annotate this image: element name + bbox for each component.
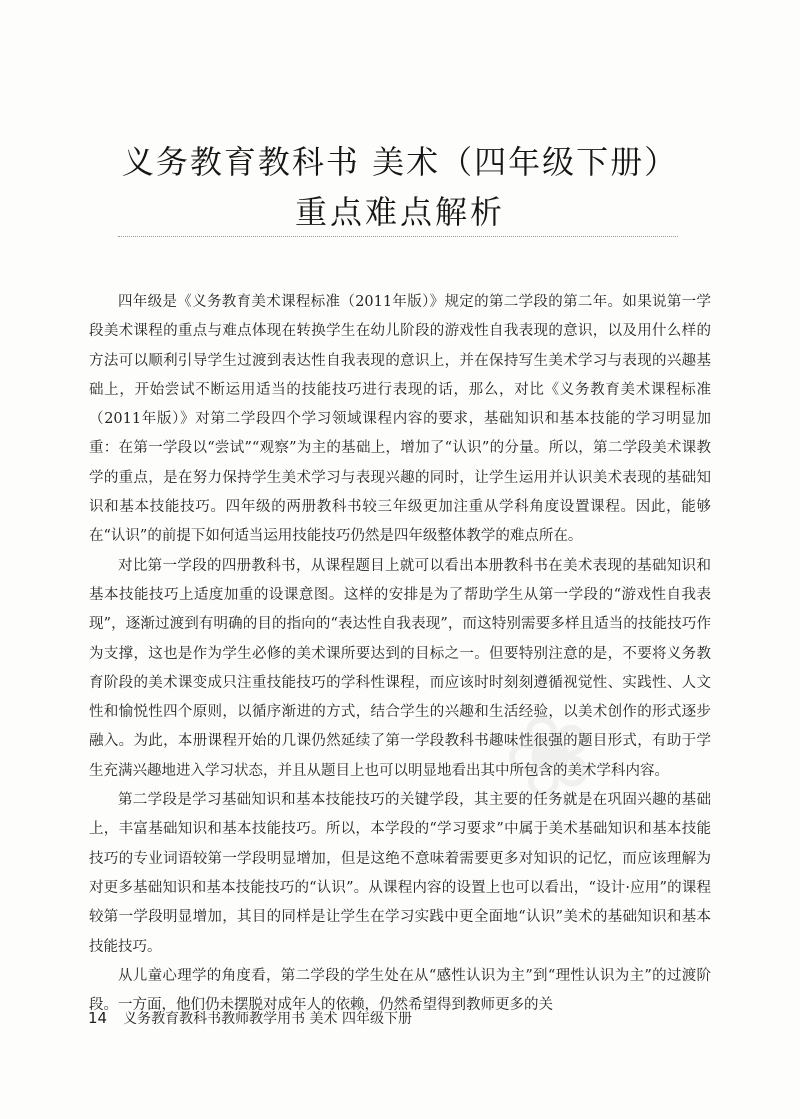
chapter-title xyxy=(60,140,740,234)
title-line-2: 重点难点解析 xyxy=(294,193,505,231)
paragraph: 第二学段是学习基础知识和基本技能技巧的关键学段，其主要的任务就是在巩固兴趣的基础上，丰富基础知识和基本技能技巧。所以，本学段的“学习要求”中属于美术基础知识和基本技能技巧的专业词语较第一学段明显增加，但是这绝不意味着需要更多对知识的记忆，而应该理解为对更多基础知识和基本技能技巧的“认识”。从课程内容的设置上也可以看出，“设计·应用”的课程较第一学段明显增加，其目的同样是让学生在学习实践中更全面地“认识”美术的基础知识和基本技能技巧。 xyxy=(89,792,711,955)
title-line-1: 义务教育教科书 美术（四年级下册） xyxy=(121,143,679,181)
watermark-logo: ❀ xyxy=(484,679,616,831)
paragraph: 从儿童心理学的角度看，第二学段的学生处在从“感性认识为主”到“理性认识为主”的过渡阶段。一方面，他们仍未摆脱对成年人的依赖，仍然希望得到教师更多的关 xyxy=(89,967,711,1014)
body-text xyxy=(89,288,711,1020)
paragraph: 对比第一学段的四册教科书，从课程题目上就可以看出本册教科书在美术表现的基础知识和基本技能技巧上适度加重的设课意图。这样的安排是为了帮助学生从第一学段的“游戏性自我表现”，逐渐过渡到有明确的目的指向的“表达性自我表现”，而这特别需要多样且适当的技能技巧作为支撑，这也是作为学生必修的美术课所要达到的目标之一。但要特别注意的是，不要将义务教育阶段的美术课变成只注重技能技巧的学科性课程，而应该时时刻刻遵循视觉性、实践性、人文性和愉悦性四个原则，以循序渐进的方式，结合学生的兴趣和生活经验，以美术创作的形式逐步融入。为此，本册课程开始的几课仍然延续了第一学段教科书趣味性很强的题目形式，有助于学生充满兴趣地进入学习状态，并且从题目上也可以明显地看出其中所包含的美术学科内容。 xyxy=(89,557,711,779)
page-footer xyxy=(88,1008,728,1029)
title-divider xyxy=(118,236,678,237)
page-number: 14 xyxy=(88,1009,108,1027)
paragraph: 四年级是《义务教育美术课程标准（2011年版）》规定的第二学段的第二年。如果说第一学段美术课程的重点与难点体现在转换学生在幼儿阶段的游戏性自我表现的意识，以及用什么样的方法可以顺利引导学生过渡到表达性自我表现的意识上，并在保持写生美术学习与表现的兴趣基础上，开始尝试不断运用适当的技能技巧进行表现的话，那么，对比《义务教育美术课程标准（2011年版）》对第二学段四个学习领域课程内容的要求，基础知识和基本技能的学习明显加重：在第一学段以“尝试”“观察”为主的基础上，增加了“认识”的分量。所以，第二学段美术课教学的重点，是在努力保持学生美术学习与表现兴趣的同时，让学生运用并认识美术表现的基础知识和基本技能技巧。四年级的两册教科书较三年级更加注重从学科角度设置课程。因此，能够在“认识”的前提下如何适当运用技能技巧仍然是四年级整体教学的难点所在。 xyxy=(89,294,711,545)
running-title: 义务教育教科书教师教学用书 美术 四年级下册 xyxy=(123,1011,412,1027)
